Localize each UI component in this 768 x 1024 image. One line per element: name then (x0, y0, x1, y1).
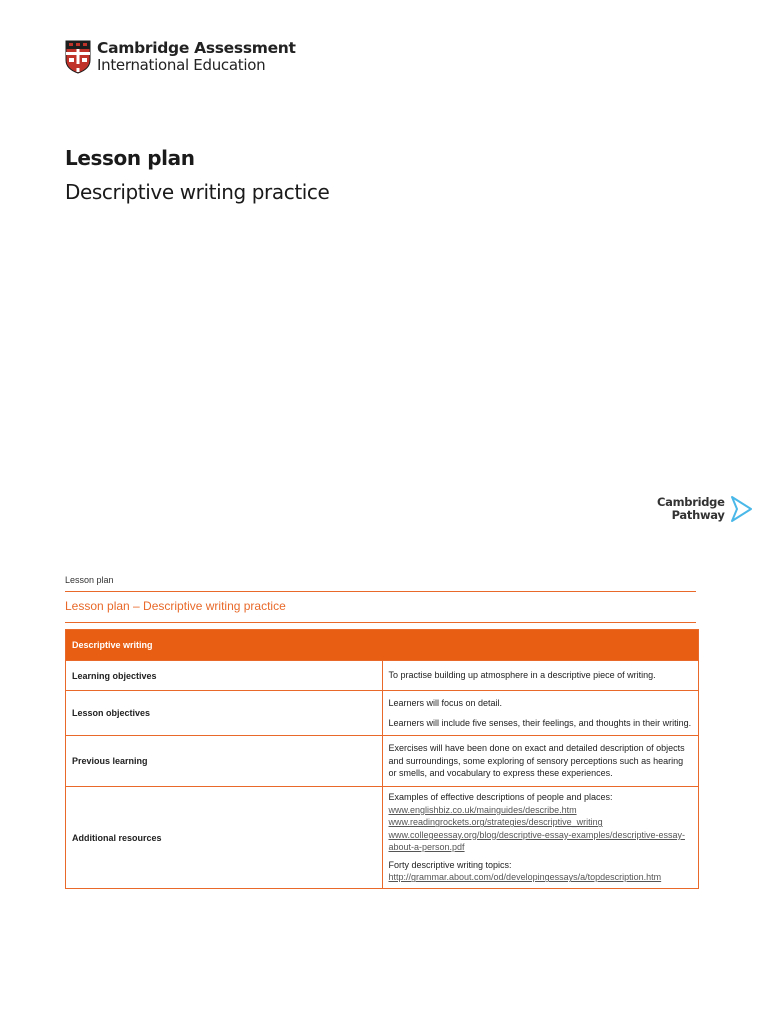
lesson-objective-2: Learners will include five senses, their feelings, and thoughts in their writing. (388, 717, 692, 728)
cambridge-pathway-logo (657, 494, 754, 524)
pathway-line2: Pathway (671, 508, 725, 522)
row-content-learning-objectives (382, 661, 699, 691)
resources-intro: Examples of effective descriptions of people and places: (388, 792, 613, 803)
row-content-additional-resources (382, 787, 699, 889)
section-title: Lesson plan – Descriptive writing practice (65, 599, 286, 613)
logo-title: Cambridge Assessment (97, 39, 296, 57)
lesson-plan-table (65, 629, 699, 889)
learning-objective-text: To practise building up atmosphere in a descriptive piece of writing. (388, 670, 656, 681)
row-content-lesson-objectives (382, 691, 699, 736)
document-subtitle: Descriptive writing practice (65, 180, 330, 204)
table-header-row (66, 630, 699, 661)
table-row (66, 736, 699, 787)
previous-learning-text: Exercises will have been done on exact and detailed description of objects and surroundings, some exploring of sensory perceptions such as hearing or smells, and vocabulary to express these experiences. (388, 743, 685, 779)
resource-link-readingrockets[interactable]: www.readingrockets.org/strategies/descriptive_writing (388, 817, 603, 828)
header-rule (65, 591, 696, 592)
row-label-lesson-objectives: Lesson objectives (66, 691, 383, 736)
cambridge-logo (65, 40, 296, 74)
row-content-previous-learning (382, 736, 699, 787)
pathway-arrow-icon (728, 494, 754, 524)
resource-link-grammar-about[interactable]: http://grammar.about.com/od/developingessays/a/topdescription.htm (388, 872, 662, 883)
row-label-learning-objectives: Learning objectives (66, 661, 383, 691)
row-label-previous-learning: Previous learning (66, 736, 383, 787)
pathway-line1: Cambridge (657, 495, 725, 509)
resources-intro-2: Forty descriptive writing topics: (388, 859, 512, 870)
lesson-objective-1: Learners will focus on detail. (388, 698, 503, 708)
section-rule (65, 622, 696, 623)
logo-subtitle: International Education (97, 56, 266, 74)
resource-link-englishbiz[interactable]: www.englishbiz.co.uk/mainguides/describe.htm (388, 804, 577, 815)
cambridge-shield-icon (65, 40, 91, 74)
resource-link-collegeessay[interactable]: www.collegeessay.org/blog/descriptive-essay-examples/descriptive-essay-about-a-person.pdf (388, 829, 685, 853)
running-header: Lesson plan (65, 575, 114, 585)
document-title: Lesson plan (65, 146, 195, 170)
table-row (66, 691, 699, 736)
row-label-additional-resources: Additional resources (66, 787, 383, 889)
table-row (66, 661, 699, 691)
table-row (66, 787, 699, 889)
table-header: Descriptive writing (66, 630, 699, 661)
